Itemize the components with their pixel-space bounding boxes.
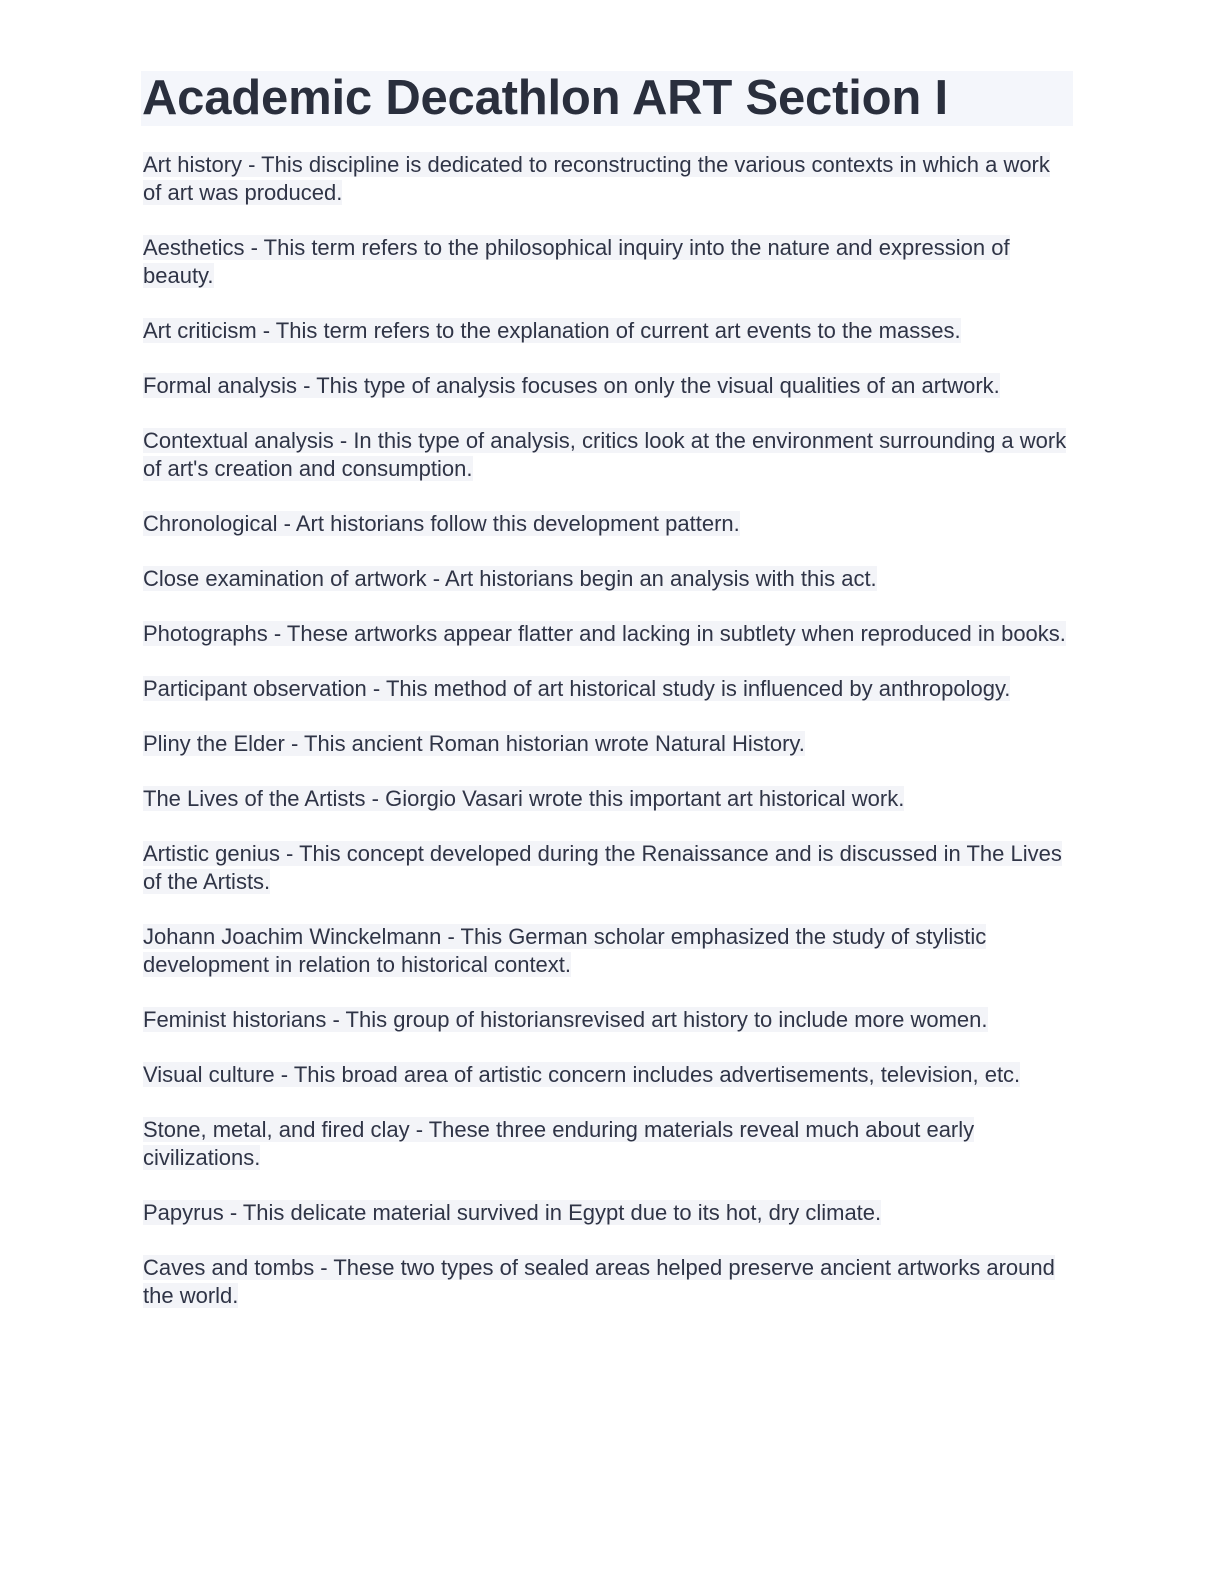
entry-text: The Lives of the Artists - Giorgio Vasari wrote this important art historical work. xyxy=(143,786,905,811)
entry-text: Visual culture - This broad area of artistic concern includes advertisements, television, etc. xyxy=(143,1062,1021,1087)
list-item xyxy=(141,317,1073,345)
list-item xyxy=(141,510,1073,538)
entry-text: Participant observation - This method of art historical study is influenced by anthropology. xyxy=(143,676,1011,701)
list-item xyxy=(141,923,1073,979)
list-item xyxy=(141,840,1073,896)
list-item xyxy=(141,1061,1073,1089)
entry-text: Art criticism - This term refers to the explanation of current art events to the masses. xyxy=(143,318,961,343)
list-item xyxy=(141,372,1073,400)
entry-text: Aesthetics - This term refers to the philosophical inquiry into the nature and expression of beauty. xyxy=(143,235,1010,288)
list-item xyxy=(141,675,1073,703)
entry-text: Artistic genius - This concept developed during the Renaissance and is discussed in The Lives of the Artists. xyxy=(143,841,1062,894)
entry-text: Stone, metal, and fired clay - These three enduring materials reveal much about early civilizations. xyxy=(143,1117,975,1170)
entry-text: Chronological - Art historians follow this development pattern. xyxy=(143,511,740,536)
entry-text: Johann Joachim Winckelmann - This German scholar emphasized the study of stylistic development in relation to historical context. xyxy=(143,924,987,977)
list-item xyxy=(141,785,1073,813)
list-item xyxy=(141,234,1073,290)
entry-list xyxy=(141,151,1073,1310)
list-item xyxy=(141,151,1073,207)
list-item xyxy=(141,730,1073,758)
list-item xyxy=(141,1116,1073,1172)
list-item xyxy=(141,1006,1073,1034)
entry-text: Pliny the Elder - This ancient Roman historian wrote Natural History. xyxy=(143,731,805,756)
entry-text: Feminist historians - This group of historiansrevised art history to include more women. xyxy=(143,1007,988,1032)
list-item xyxy=(141,1254,1073,1310)
entry-text: Close examination of artwork - Art historians begin an analysis with this act. xyxy=(143,566,877,591)
list-item xyxy=(141,427,1073,483)
entry-text: Art history - This discipline is dedicated to reconstructing the various contexts in which a work of art was produced. xyxy=(143,152,1050,205)
entry-text: Photographs - These artworks appear flatter and lacking in subtlety when reproduced in books. xyxy=(143,621,1066,646)
entry-text: Formal analysis - This type of analysis focuses on only the visual qualities of an artwork. xyxy=(143,373,1000,398)
list-item xyxy=(141,565,1073,593)
entry-text: Papyrus - This delicate material survived in Egypt due to its hot, dry climate. xyxy=(143,1200,882,1225)
list-item xyxy=(141,620,1073,648)
title-band xyxy=(141,71,1073,126)
page-title: Academic Decathlon ART Section I xyxy=(142,71,948,125)
document-page xyxy=(141,71,1073,1337)
entry-text: Contextual analysis - In this type of analysis, critics look at the environment surrounding a work of art's creation and consumption. xyxy=(143,428,1067,481)
list-item xyxy=(141,1199,1073,1227)
entry-text: Caves and tombs - These two types of sealed areas helped preserve ancient artworks around the world. xyxy=(143,1255,1055,1308)
